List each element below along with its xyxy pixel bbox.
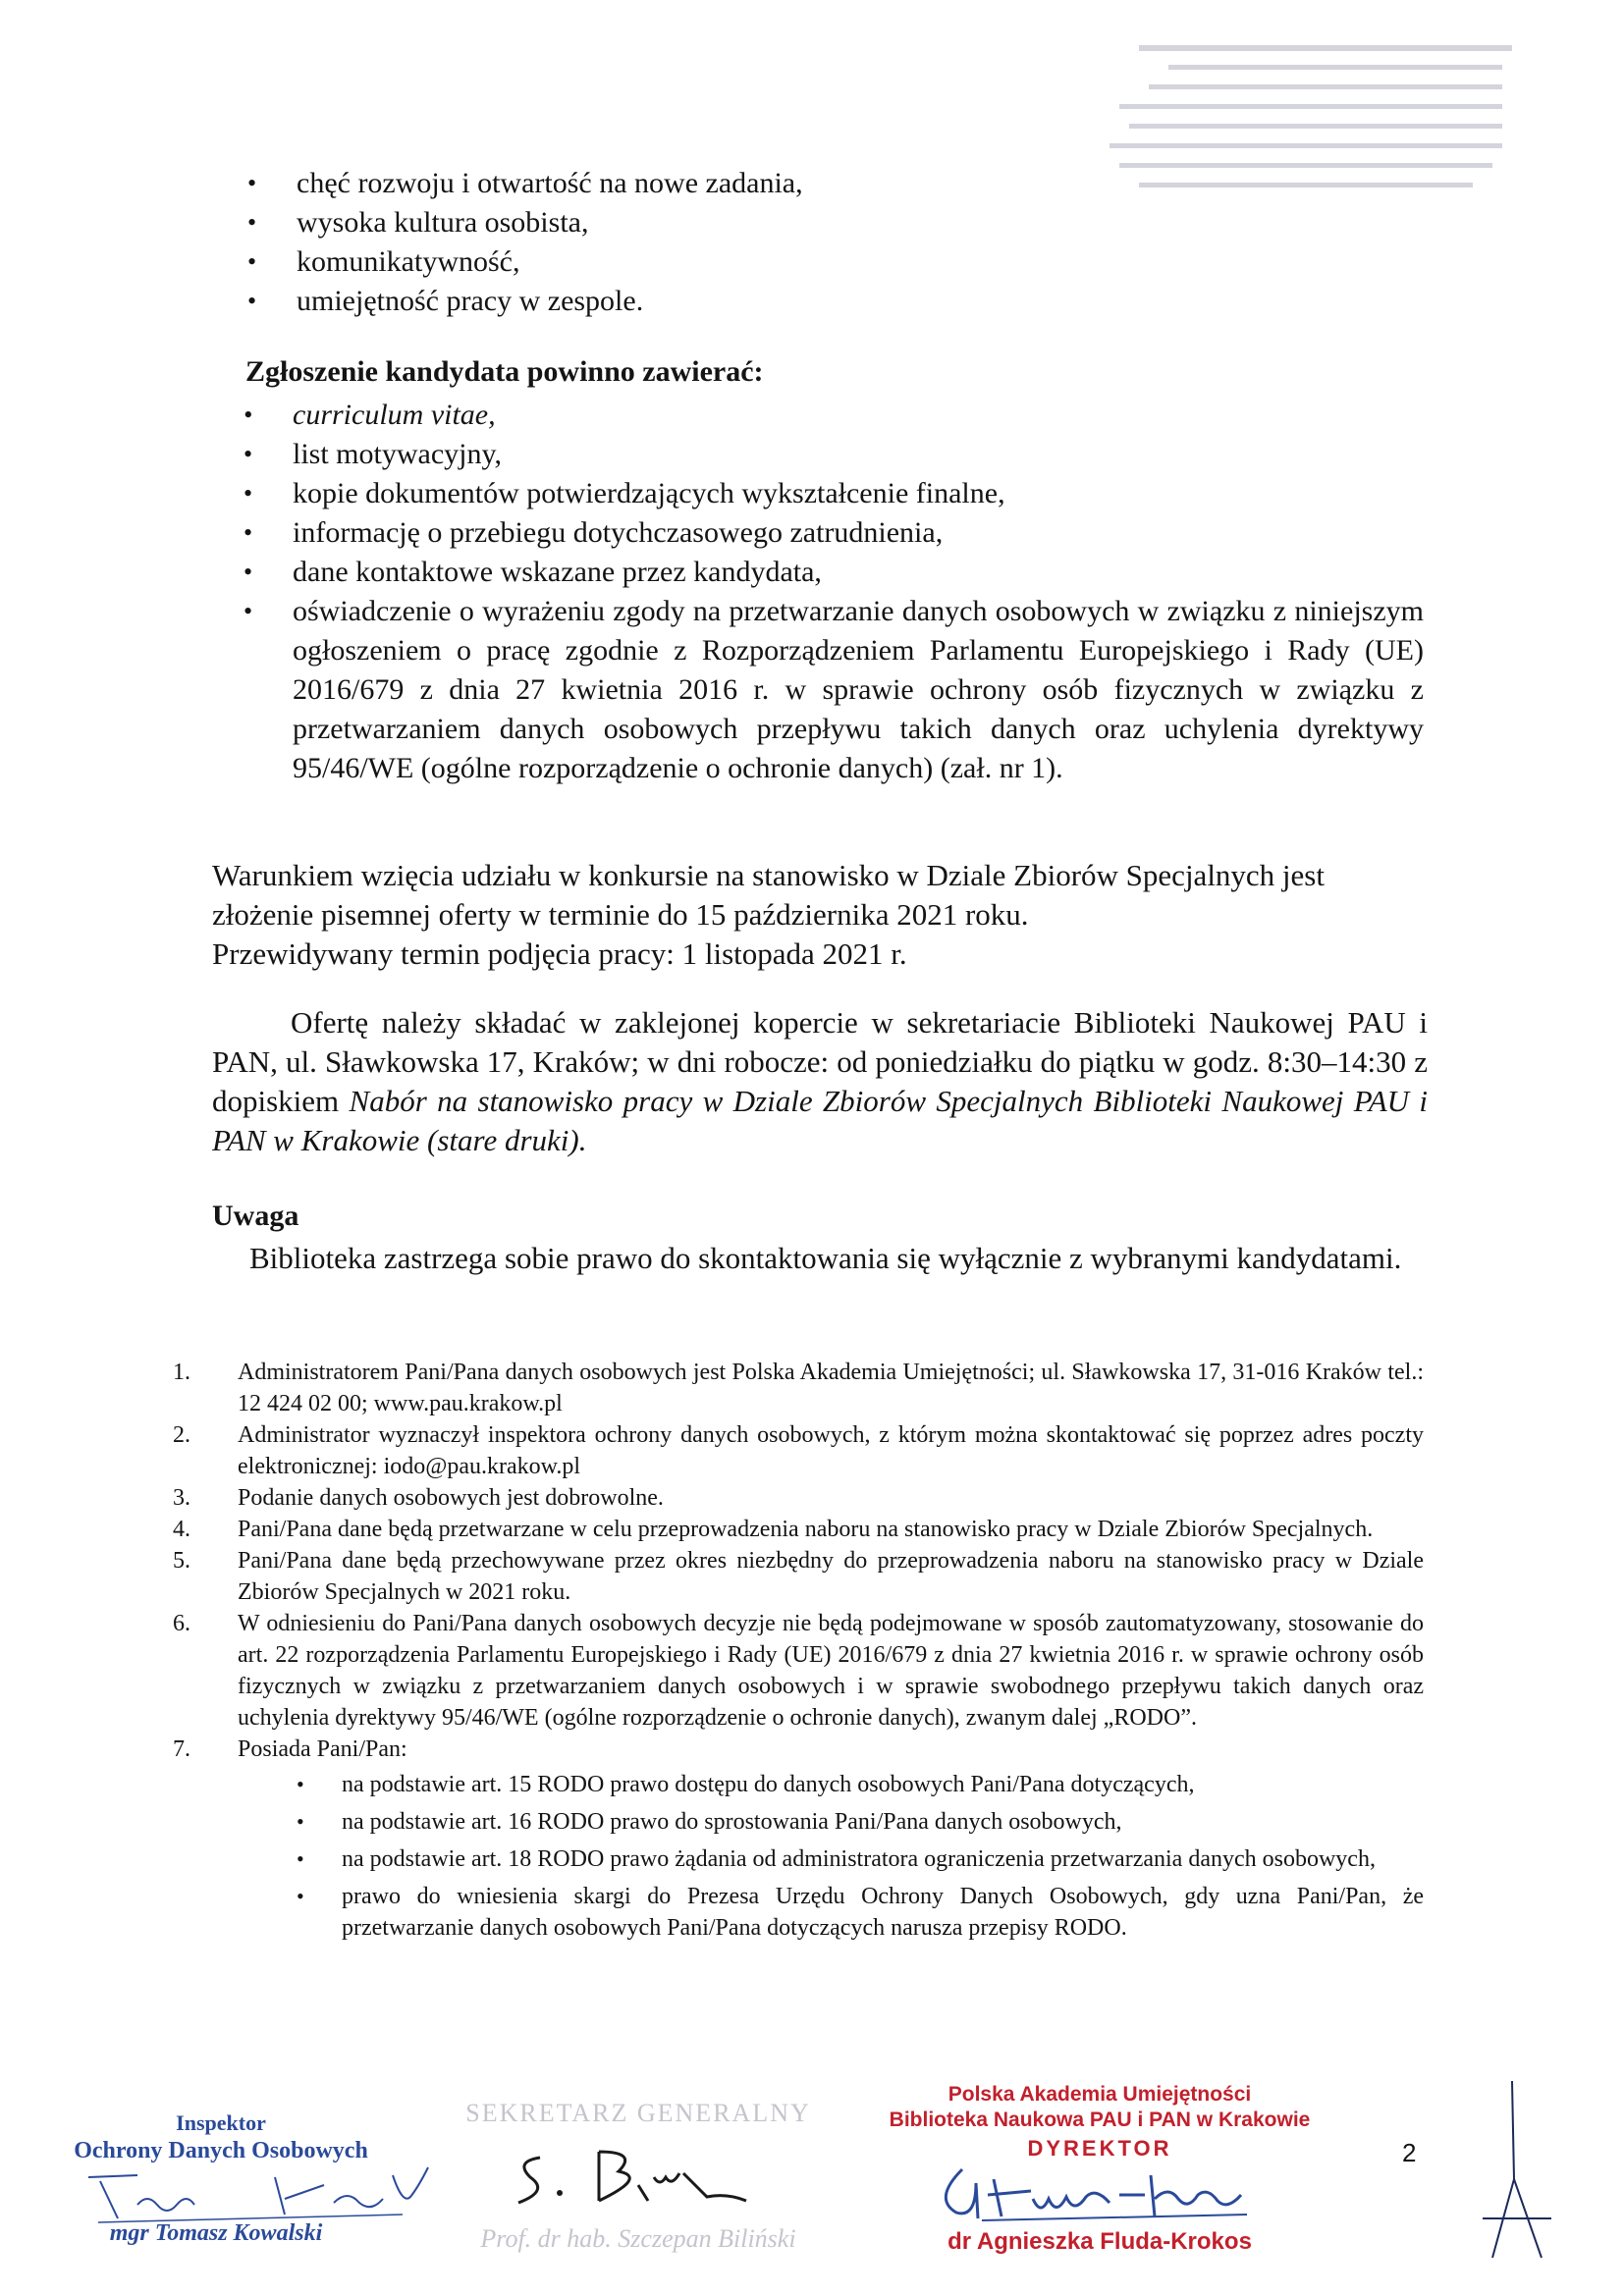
application-heading: Zgłoszenie kandydata powinno zawierać: — [245, 355, 764, 388]
offer-text: Ofertę należy składać w zaklejonej kopercie w sekretariacie Biblioteki Naukowej PAU i PAN, ul. Sławkowska 17, Kraków; w dni robocze: od poniedziałku do piątku w godz. 8:30–14:30 z dopiskiem — [212, 1005, 1428, 1118]
director-stamp-name: dr Agnieszka Fluda-Krokos — [947, 2228, 1252, 2255]
inspector-stamp-name: mgr Tomasz Kowalski — [109, 2220, 323, 2246]
footnote-item: 6. W odniesieniu do Pani/Pana danych osobowych decyzje nie będą podejmowane w sposób zautomatyzowany, stosowanie do art. 22 rozporządzenia Parlamentu Europejskiego i Rady (UE) 2016/679 z dnia 27 kwietnia 2016 r. w sprawie ochrony osób fizycznych w związku z przetwarzaniem danych osobowych i w sprawie swobodnego przepływu takich danych oraz uchylenia dyrektywy 95/46/WE (ogólne rozporządzenie o ochronie danych), zwanym dalej „RODO”. — [173, 1611, 1424, 1731]
list-item: • informację o przebiegu dotychczasowego zatrudnienia, — [293, 513, 1424, 553]
condition-line-2: Przewidywany termin podjęcia pracy: 1 listopada 2021 r. — [212, 936, 907, 971]
condition-line-1: Warunkiem wzięcia udziału w konkursie na stanowisko w Dziale Zbiorów Specjalnych jest złożenie pisemnej oferty w terminie do 15 października 2021 roku. — [212, 858, 1325, 932]
director-signature-icon — [923, 2160, 1276, 2228]
footnotes — [173, 1357, 1424, 1949]
list-item: • umiejętność pracy w zespole. — [297, 282, 1180, 321]
top-bullet-list — [297, 164, 1180, 321]
director-stamp-title: DYREKTOR — [1027, 2136, 1172, 2161]
condition-paragraph — [212, 856, 1428, 974]
list-item: • chęć rozwoju i otwartość na nowe zadania, — [297, 164, 1180, 203]
director-stamp-line2: Biblioteka Naukowa PAU i PAN w Krakowie — [889, 2109, 1311, 2131]
footnote-item: 2. Administrator wyznaczył inspektora ochrony danych osobowych, z którym można skontaktować się poprzez adres poczty elektronicznej: iodo@pau.krakow.pl — [173, 1422, 1424, 1479]
rights-list — [238, 1769, 1424, 1944]
initials-mark — [1473, 2071, 1561, 2268]
rights-item: • prawo do wniesienia skargi do Prezesa Urzędu Ochrony Danych Osobowych, gdy uzna Pani/Pan, że przetwarzanie danych osobowych Pani/Pana dotyczących narusza przepisy RODO. — [342, 1881, 1424, 1944]
rights-item: • na podstawie art. 16 RODO prawo do sprostowania Pani/Pana danych osobowych, — [342, 1806, 1424, 1838]
list-item: • curriculum vitae, — [293, 396, 1424, 435]
list-item: • kopie dokumentów potwierdzających wykształcenie finalne, — [293, 474, 1424, 513]
rights-item: • na podstawie art. 15 RODO prawo dostępu do danych osobowych Pani/Pana dotyczących, — [342, 1769, 1424, 1800]
inspector-stamp — [39, 2110, 422, 2258]
offer-paragraph — [212, 1003, 1428, 1160]
footnote-item: 1. Administratorem Pani/Pana danych osobowych jest Polska Akademia Umiejętności; ul. Sławkowska 17, 31-016 Kraków tel.: 12 424 02 00; www.pau.krakow.pl — [173, 1360, 1424, 1416]
director-stamp-line1: Polska Akademia Umiejętności — [947, 2083, 1252, 2106]
inspector-stamp-line2: Ochrony Danych Osobowych — [74, 2138, 368, 2163]
secretary-stamp-name: Prof. dr hab. Szczepan Biliński — [480, 2224, 796, 2253]
list-item: • wysoka kultura osobista, — [297, 203, 1180, 242]
inspector-stamp-line1: Inspektor — [176, 2110, 266, 2135]
secretary-stamp-title: SEKRETARZ GENERALNY — [465, 2099, 811, 2127]
initials-icon — [1473, 2071, 1561, 2268]
secretary-signature — [501, 2138, 795, 2216]
footnote-item: 4. Pani/Pana dane będą przetwarzane w celu przeprowadzenia naboru na stanowisko pracy w Dziale Zbiorów Specjalnych. — [173, 1517, 1374, 1542]
director-stamp — [864, 2083, 1335, 2269]
list-item: • komunikatywność, — [297, 242, 1180, 282]
page-number: 2 — [1402, 2138, 1417, 2167]
rights-item: • na podstawie art. 18 RODO prawo żądania od administratora ograniczenia przetwarzania danych osobowych, — [342, 1843, 1424, 1875]
list-item: • dane kontaktowe wskazane przez kandydata, — [293, 553, 1424, 592]
footnote-item: 7. Posiada Pani/Pan: • na podstawie art. 15 RODO prawo dostępu do danych osobowych Pani/Pana dotyczących, • na podstawie art. 16 RODO prawo do sprostowania Pani/Pana danych osobowych, • na podstawie art. 18 RODO prawo żądania od administratora ograniczenia przetwarzania danych osobowych, • prawo do wniesienia skargi do Prezesa Urzędu Ochrony Danych Osobowych, gdy uzna Pani/Pan, że przetwarzanie danych osobowych Pani/Pana dotyczących narusza przepisy RODO. — [192, 1734, 1424, 1944]
note-heading: Uwaga — [212, 1200, 299, 1232]
list-item: • list motywacyjny, — [293, 435, 1424, 474]
application-list — [293, 396, 1424, 788]
secretary-signature-icon — [501, 2138, 795, 2216]
director-signature — [923, 2160, 1276, 2228]
secretary-stamp — [432, 2099, 844, 2266]
footnote-item: 3. Podanie danych osobowych jest dobrowolne. — [173, 1485, 664, 1511]
note-text: Biblioteka zastrzega sobie prawo do skontaktowania się wyłącznie z wybranymi kandydatami. — [249, 1241, 1402, 1275]
list-item: • oświadczenie o wyrażeniu zgody na przetwarzanie danych osobowych w związku z niniejszym ogłoszeniem o pracę zgodnie z Rozporządzeniem Parlamentu Europejskiego i Rady (UE) 2016/679 z dnia 27 kwietnia 2016 r. w sprawie ochrony osób fizycznych w związku z przetwarzaniem danych osobowych przepływu takich danych oraz uchylenia dyrektywy 95/46/WE (ogólne rozporządzenie o ochronie danych) (zał. nr 1). — [293, 592, 1424, 788]
footnote-item: 5. Pani/Pana dane będą przechowywane przez okres niezbędny do przeprowadzenia naboru na stanowisko pracy w Dziale Zbiorów Specjalnych w 2021 roku. — [173, 1548, 1424, 1605]
offer-italic: Nabór na stanowisko pracy w Dziale Zbiorów Specjalnych Biblioteki Naukowej PAU i PAN w Krakowie (stare druki). — [212, 1084, 1428, 1157]
